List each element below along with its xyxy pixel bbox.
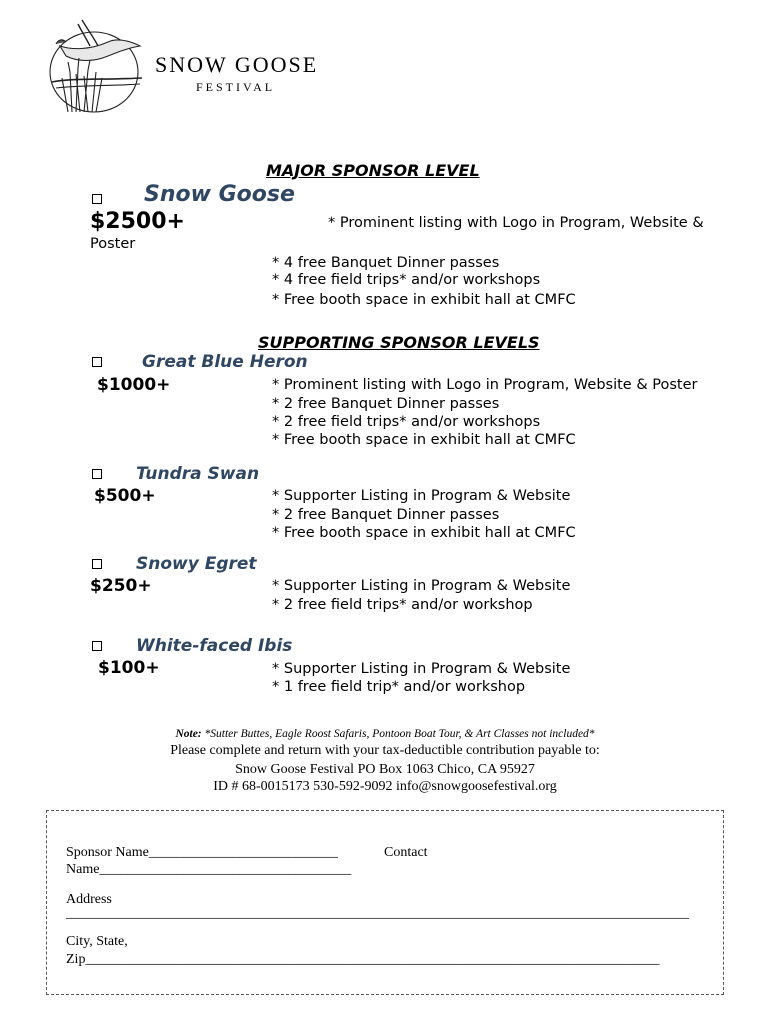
great-blue-heron-price: $1000+ [97, 375, 171, 395]
address-field[interactable]: _________________________________________________________________________________________ [66, 906, 689, 921]
white-faced-ibis-benefit: * 1 free field trip* and/or workshop [272, 679, 526, 695]
mailing-address: Snow Goose Festival PO Box 1063 Chico, CA 95927 [235, 762, 535, 777]
brand-title: SNOW GOOSE [155, 52, 319, 77]
great-blue-heron-benefit: * 2 free field trips* and/or workshops [272, 414, 541, 430]
snow-goose-tier-name: Snow Goose [144, 182, 295, 207]
white-faced-ibis-benefit: * Supporter Listing in Program & Website [272, 661, 571, 677]
logo-artwork [50, 20, 142, 112]
snowy-egret-benefit: * Supporter Listing in Program & Website [272, 578, 571, 594]
snow-goose-benefit-wrap: Poster [90, 236, 136, 252]
great-blue-heron-benefit: * 2 free Banquet Dinner passes [272, 396, 500, 412]
snowy-egret-checkbox[interactable] [92, 559, 102, 569]
snowy-egret-benefit: * 2 free field trips* and/or workshop [272, 597, 533, 613]
contact-info: ID # 68-0015173 530-592-9092 info@snowgoosefestival.org [213, 779, 557, 794]
tundra-swan-tier-name: Tundra Swan [136, 464, 260, 484]
snowy-egret-tier-name: Snowy Egret [136, 554, 257, 574]
snowy-egret-price: $250+ [90, 576, 152, 596]
white-faced-ibis-price: $100+ [98, 658, 160, 678]
snow-goose-logo [42, 12, 152, 120]
contact-name-field[interactable]: Name____________________________________ [66, 862, 352, 877]
tundra-swan-benefit: * 2 free Banquet Dinner passes [272, 507, 500, 523]
supporting-sponsor-heading: SUPPORTING SPONSOR LEVELS [258, 333, 540, 352]
snow-goose-benefit: * 4 free Banquet Dinner passes [272, 255, 500, 271]
note-label: Note: [175, 728, 202, 740]
white-faced-ibis-tier-name: White-faced Ibis [136, 636, 293, 656]
footnote [0, 728, 770, 740]
white-faced-ibis-checkbox[interactable] [92, 641, 102, 651]
snow-goose-benefit: * Free booth space in exhibit hall at CMFC [272, 292, 576, 308]
city-state-zip-field[interactable]: Zip__________________________________________________________________________________ [66, 952, 660, 967]
brand-subtitle: FESTIVAL [196, 80, 276, 94]
great-blue-heron-benefit: * Prominent listing with Logo in Program, Website & Poster [272, 377, 698, 393]
tundra-swan-benefit: * Free booth space in exhibit hall at CMFC [272, 525, 576, 541]
contact-label: Contact [384, 845, 428, 860]
payment-instructions: Please complete and return with your tax-deductible contribution payable to: [170, 743, 600, 758]
major-sponsor-heading: MAJOR SPONSOR LEVEL [266, 161, 480, 180]
sponsor-name-field[interactable]: Sponsor Name___________________________ [66, 845, 338, 860]
great-blue-heron-tier-name: Great Blue Heron [142, 352, 308, 372]
note-text: *Sutter Buttes, Eagle Roost Safaris, Pontoon Boat Tour, & Art Classes not included* [201, 728, 595, 740]
address-label: Address [66, 892, 112, 907]
great-blue-heron-checkbox[interactable] [92, 357, 102, 367]
tundra-swan-benefit: * Supporter Listing in Program & Website [272, 488, 571, 504]
snow-goose-price: $2500+ [90, 209, 185, 234]
snow-goose-checkbox[interactable] [92, 194, 102, 204]
great-blue-heron-benefit: * Free booth space in exhibit hall at CMFC [272, 432, 576, 448]
tundra-swan-checkbox[interactable] [92, 469, 102, 479]
snow-goose-benefit: * 4 free field trips* and/or workshops [272, 272, 541, 288]
tundra-swan-price: $500+ [94, 486, 156, 506]
city-state-label: City, State, [66, 934, 128, 949]
snow-goose-benefit: * Prominent listing with Logo in Program, Website & [328, 215, 704, 231]
